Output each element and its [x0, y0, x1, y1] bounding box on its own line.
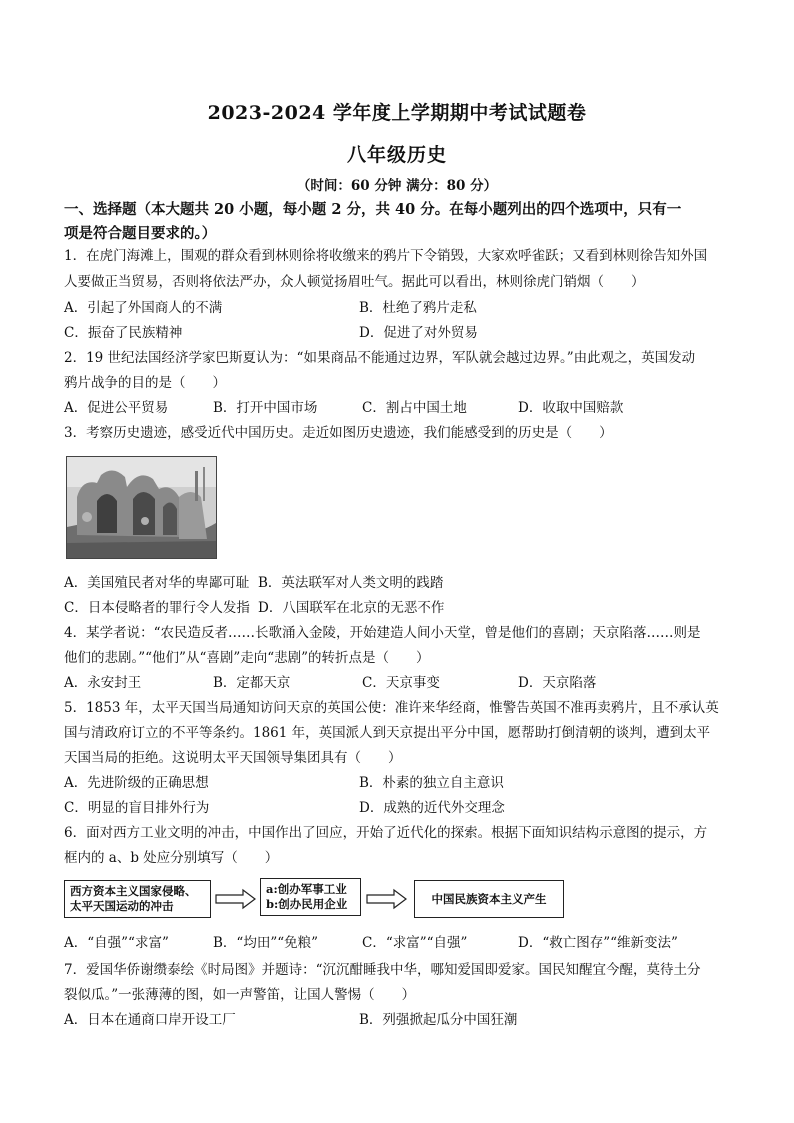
right-arrow-icon	[215, 888, 257, 910]
question-3-option-d: D．八国联军在北京的无恶不作	[258, 600, 445, 616]
question-5-line: 国与清政府订立的不平等条约。1861 年，英国派人到天京提出平分中国，愿帮助打倒清朝的谈判，遭到太平	[64, 725, 711, 741]
question-3-option-c: C．日本侵略者的罪行令人发指	[64, 600, 250, 616]
question-1-option-b: B．杜绝了鸦片走私	[359, 300, 477, 316]
diagram-box-ab	[260, 878, 361, 916]
question-3-option-a: A．美国殖民者对华的卑鄙可耻	[64, 575, 250, 591]
question-3-option-b: B．英法联军对人类文明的践踏	[258, 575, 444, 591]
question-4-option-d: D．天京陷落	[518, 675, 597, 691]
diagram-box-result: 中国民族资本主义产生	[414, 880, 564, 918]
question-2-line: 2．19 世纪法国经济学家巴斯夏认为：“如果商品不能通过边界，军队就会越过边界。”由此观之，英国发动	[64, 350, 696, 366]
ruins-photo-icon	[66, 456, 217, 559]
question-6-option-d: D．“救亡图存”“维新变法”	[518, 935, 678, 951]
question-4-line: 4．某学者说：“农民造反者……长歌涌入金陵，开始建造人间小天堂，曾是他们的喜剧；天京陷落……则是	[64, 625, 701, 641]
exam-subtitle: 八年级历史	[346, 144, 447, 166]
question-2-option-a: A．促进公平贸易	[64, 400, 169, 416]
question-6-option-b: B．“均田”“免粮”	[213, 935, 319, 951]
question-1-option-c: C．振奋了民族精神	[64, 325, 183, 341]
question-6-line: 6．面对西方工业文明的冲击，中国作出了回应，开始了近代化的探索。根据下面知识结构示意图的提示，方	[64, 825, 708, 841]
question-5-option-a: A．先进阶级的正确思想	[64, 775, 209, 791]
exam-title: 2023-2024 学年度上学期期中考试试题卷	[207, 102, 587, 124]
question-5-option-b: B．朴素的独立自主意识	[359, 775, 504, 791]
diagram-box-ab-line: b:创办民用企业	[266, 897, 348, 911]
question-4-option-a: A．永安封王	[64, 675, 142, 691]
question-7-option-b: B．列强掀起瓜分中国狂潮	[359, 1012, 518, 1028]
section-heading-line: 项是符合题目要求的。）	[64, 225, 217, 242]
question-7-line: 7．爱国华侨谢缵泰绘《时局图》并题诗：“沉沉酣睡我中华，哪知爱国即爱家。国民知醒宜今醒，莫待土分	[64, 962, 701, 978]
diagram-box-cause-line: 太平天国运动的冲击	[70, 899, 174, 913]
question-6-line: 框内的 a、b 处应分别填写（ ）	[64, 850, 279, 866]
section-heading-line: 一、选择题（本大题共 20 小题，每小题 2 分，共 40 分。在每小题列出的四个选项中，只有一	[64, 201, 682, 218]
question-7-line: 裂似瓜。”一张薄薄的图，如一声警笛，让国人警惕（ ）	[64, 987, 416, 1003]
question-6-option-c: C．“求富”“自强”	[362, 935, 468, 951]
question-1-option-a: A．引起了外国商人的不满	[64, 300, 223, 316]
question-1-line: 1．在虎门海滩上，围观的群众看到林则徐将收缴来的鸦片下令销毁，大家欢呼雀跃；又看到林则徐告知外国	[64, 248, 708, 264]
question-2-option-b: B．打开中国市场	[213, 400, 318, 416]
question-1-option-d: D．促进了对外贸易	[359, 325, 478, 341]
right-arrow-icon	[366, 888, 408, 910]
question-7-option-a: A．日本在通商口岸开设工厂	[64, 1012, 236, 1028]
question-2-line: 鸦片战争的目的是（ ）	[64, 375, 226, 391]
question-6-option-a: A．“自强”“求富”	[64, 935, 169, 951]
exam-meta: （时间：60 分钟 满分：80 分）	[296, 178, 498, 194]
question-5-option-d: D．成熟的近代外交理念	[359, 800, 505, 816]
question-4-option-b: B．定都天京	[213, 675, 291, 691]
question-2-option-d: D．收取中国赔款	[518, 400, 624, 416]
question-5-line: 天国当局的拒绝。这说明太平天国领导集团具有（ ）	[64, 750, 402, 766]
knowledge-structure-diagram	[64, 876, 564, 920]
question-5-option-c: C．明显的盲目排外行为	[64, 800, 210, 816]
section-heading	[64, 198, 734, 246]
question-3-line: 3．考察历史遗迹，感受近代中国历史。走近如图历史遗迹，我们能感受到的历史是（ ）	[64, 425, 613, 441]
question-4-option-c: C．天京事变	[362, 675, 440, 691]
diagram-box-cause-line: 西方资本主义国家侵略、	[70, 884, 197, 898]
question-4-line: 他们的悲剧。”“他们”从“喜剧”走向“悲剧”的转折点是（ ）	[64, 650, 430, 666]
diagram-box-cause	[64, 880, 211, 918]
question-5-line: 5．1853 年，太平天国当局通知访问天京的英国公使：准许来华经商，惟警告英国不准再卖鸦片，且不承认英	[64, 700, 719, 716]
question-1-line: 人要做正当贸易，否则将依法严办，众人顿觉扬眉吐气。据此可以看出，林则徐虎门销烟（ ）	[64, 274, 645, 290]
question-2-option-c: C．割占中国土地	[362, 400, 467, 416]
diagram-box-ab-line: a:创办军事工业	[266, 882, 347, 896]
